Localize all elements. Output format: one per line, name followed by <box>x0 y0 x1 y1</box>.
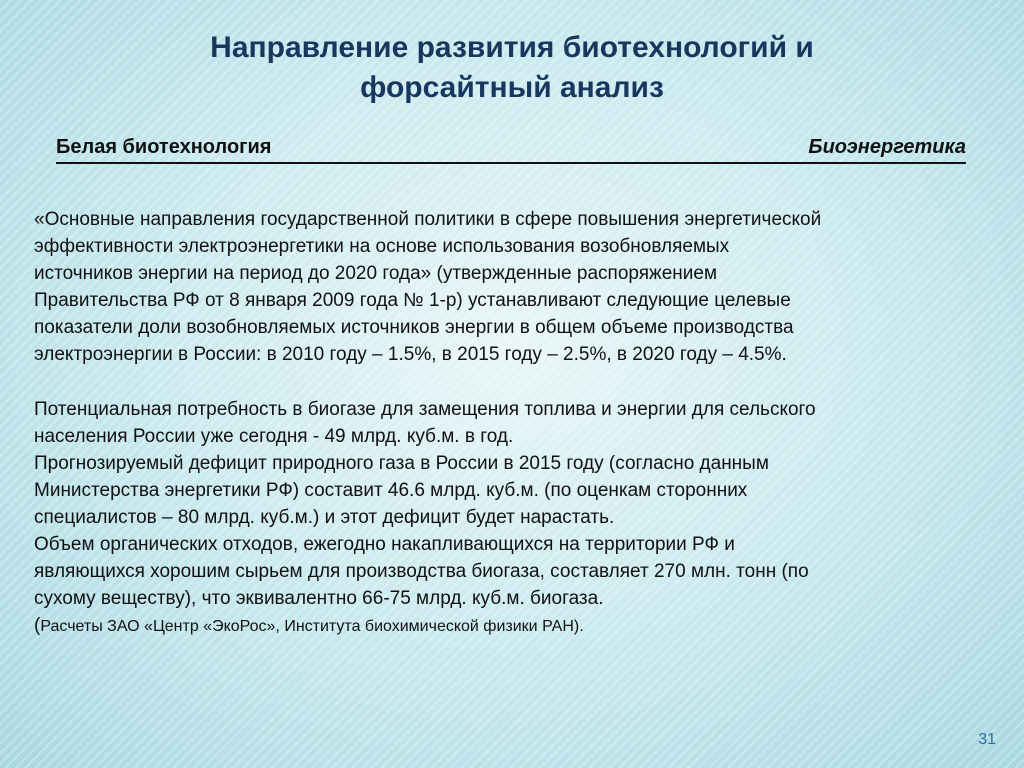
text-line: Объем органических отходов, ежегодно накапливающихся на территории РФ и <box>34 534 735 555</box>
subheader-left: Белая биотехнология <box>56 136 272 158</box>
slide-title-line-1: Направление развития биотехнологий и <box>210 31 814 64</box>
slide-title <box>60 28 964 108</box>
source-note <box>34 612 984 640</box>
subheader <box>56 134 966 164</box>
text-line: источников энергии на период до 2020 года» (утвержденные распоряжением <box>34 263 718 284</box>
text-line: Министерства энергетики РФ) составит 46.6 млрд. куб.м. (по оценкам сторонних <box>34 480 748 501</box>
paragraph-gap <box>34 368 984 396</box>
text-line: населения России уже сегодня - 49 млрд. куб.м. в год. <box>34 426 514 447</box>
text-line: являющихся хорошим сырьем для производства биогаза, составляет 270 млн. тонн (по <box>34 561 809 582</box>
text-line: Прогнозируемый дефицит природного газа в России в 2015 году (согласно данным <box>34 453 769 474</box>
text-line: электроэнергии в России: в 2010 году – 1.5%, в 2015 году – 2.5%, в 2020 году – 4.5%. <box>34 344 787 365</box>
text-line: Потенциальная потребность в биогазе для замещения топлива и энергии для сельского <box>34 399 816 420</box>
text-line: «Основные направления государственной политики в сфере повышения энергетической <box>34 209 822 230</box>
source-note-line <box>34 612 984 640</box>
subheader-right: Биоэнергетика <box>808 136 966 158</box>
paragraph-biogas-demand <box>34 396 984 450</box>
slide-body <box>34 206 984 640</box>
text-line: эффективности электроэнергетики на основе использования возобновляемых <box>34 236 730 257</box>
paragraph-organic-waste <box>34 531 984 612</box>
text-line: показатели доли возобновляемых источников энергии в общем объеме производства <box>34 317 794 338</box>
source-note-text: Расчеты ЗАО «Центр «ЭкоРос», Института биохимической физики РАН). <box>40 618 584 635</box>
text-line: специалистов – 80 млрд. куб.м.) и этот дефицит будет нарастать. <box>34 507 615 528</box>
page-number: 31 <box>978 731 996 748</box>
text-line: сухому веществу), что эквивалентно 66-75 млрд. куб.м. биогаза. <box>34 588 604 609</box>
slide-title-line-2: форсайтный анализ <box>360 71 664 104</box>
source-note-paren: ( <box>34 615 41 636</box>
text-line: Правительства РФ от 8 января 2009 года № 1-р) устанавливают следующие целевые <box>34 290 791 311</box>
paragraph-policy <box>34 206 984 368</box>
paragraph-gas-deficit <box>34 450 984 531</box>
